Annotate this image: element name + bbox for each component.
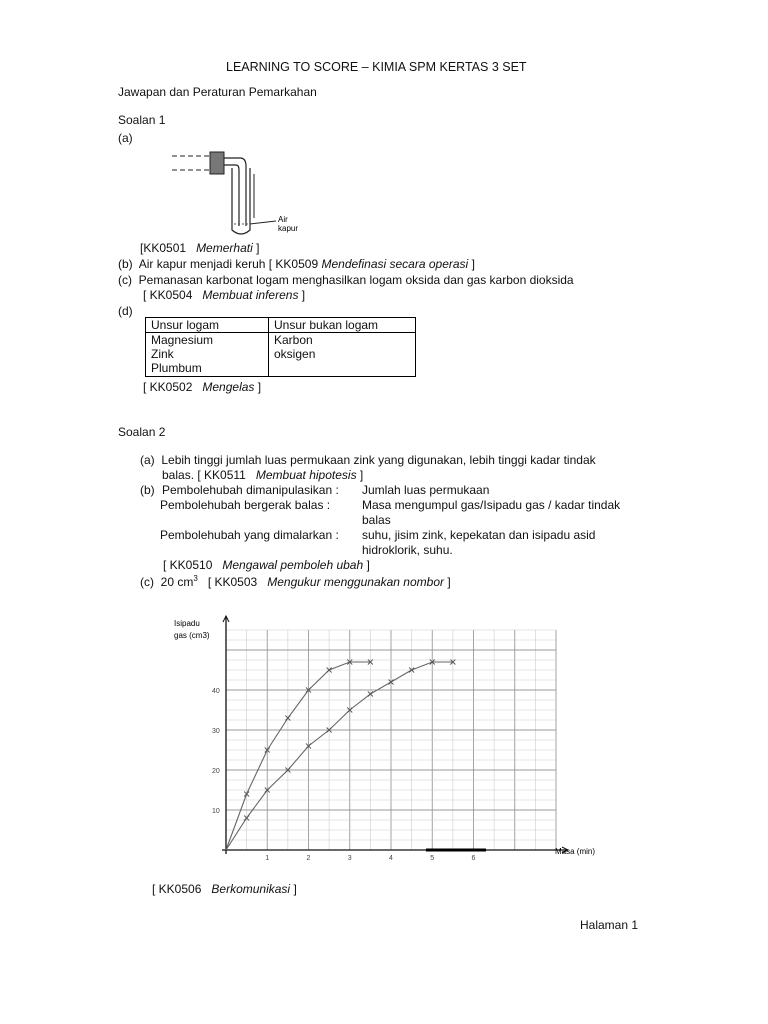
graph-ticks <box>212 688 476 862</box>
q1-a-answer: [KK0501 Memerhati ] <box>140 241 260 255</box>
table-cell-metals: Magnesium Zink Plumbum <box>146 333 269 377</box>
x-axis-label: Masa (min) <box>555 847 596 856</box>
q1-c-code: [ KK0504 Membuat inferens ] <box>143 288 306 302</box>
x-tick-label: 2 <box>306 855 311 862</box>
subtitle: Jawapan dan Peraturan Pemarkahan <box>118 85 317 99</box>
q2-heading: Soalan 2 <box>118 425 166 439</box>
q2-c: (c) 20 $cm^3$ [ KK0503 Mengukur menggunakan nombor ] <box>140 574 451 589</box>
graph-grid <box>226 630 556 850</box>
y-tick-label: 20 <box>212 768 220 775</box>
q1-d-label: (d) <box>118 304 133 318</box>
q2-b-resp-label: Pembolehubah bergerak balas : <box>160 498 331 512</box>
y-axis-label-1: Isipadu <box>174 619 200 628</box>
q1-a-label: (a) <box>118 131 133 145</box>
table-header: Unsur bukan logam <box>269 318 416 333</box>
q2-e-code: [ KK0506 Berkomunikasi ] <box>152 882 297 896</box>
q2-b-manip-label: Pembolehubah dimanipulasikan : <box>162 483 339 497</box>
q1-c: (c) Pemanasan karbonat logam menghasilkan logam oksida dan gas karbon dioksida <box>118 273 574 287</box>
label-line <box>250 221 276 224</box>
stopper <box>210 152 224 174</box>
table-header: Unsur logam <box>146 318 269 333</box>
x-tick-label: 5 <box>430 855 435 862</box>
graph-series <box>226 660 455 851</box>
delivery-tube-outer <box>224 158 246 226</box>
q1-heading: Soalan 1 <box>118 113 166 127</box>
q2-b-resp-val2: balas <box>362 513 391 527</box>
q1-b: (b) Air kapur menjadi keruh [ KK0509 Mendefinasi secara operasi ] <box>118 257 475 271</box>
q2-b-code: [ KK0510 Mengawal pemboleh ubah ] <box>163 558 370 572</box>
page-number: Halaman 1 <box>580 918 639 932</box>
q2-b-fixed-label: Pembolehubah yang dimalarkan : <box>160 528 339 542</box>
element-table <box>145 317 416 377</box>
q2-b-fixed-val2: hidroklorik, suhu. <box>362 543 453 557</box>
x-tick-label: 6 <box>471 855 476 862</box>
x-tick-label: 4 <box>389 855 393 862</box>
x-tick-label: 3 <box>347 855 352 862</box>
page-title: LEARNING TO SCORE – KIMIA SPM KERTAS 3 SET <box>226 60 527 74</box>
q2-b-label: (b) <box>140 483 155 497</box>
apparatus-diagram <box>168 148 313 238</box>
label-air: Air <box>278 215 288 224</box>
q2-b-manip-val: Jumlah luas permukaan <box>362 483 490 497</box>
y-tick-label: 10 <box>212 808 220 815</box>
q2-a-line2: balas. [ KK0511 Membuat hipotesis ] <box>162 468 364 482</box>
table-cell-nonmetals: Karbon oksigen <box>269 333 416 377</box>
x-tick-label: 1 <box>265 855 270 862</box>
y-tick-label: 40 <box>212 688 220 695</box>
q2-b-resp-val1: Masa mengumpul gas/Isipadu gas / kadar tindak <box>362 498 621 512</box>
q1-d-code: [ KK0502 Mengelas ] <box>143 380 262 394</box>
y-axis-label-2: gas (cm3) <box>174 631 210 640</box>
q2-b-fixed-val1: suhu, jisim zink, kepekatan dan isipadu asid <box>362 528 596 542</box>
y-tick-label: 30 <box>212 728 220 735</box>
volume-time-graph <box>160 600 620 875</box>
graph-axes <box>222 616 568 854</box>
q2-a-line1: (a) Lebih tinggi jumlah luas permukaan zink yang digunakan, lebih tinggi kadar tindak <box>140 453 596 467</box>
label-kapur: kapur <box>278 224 299 233</box>
